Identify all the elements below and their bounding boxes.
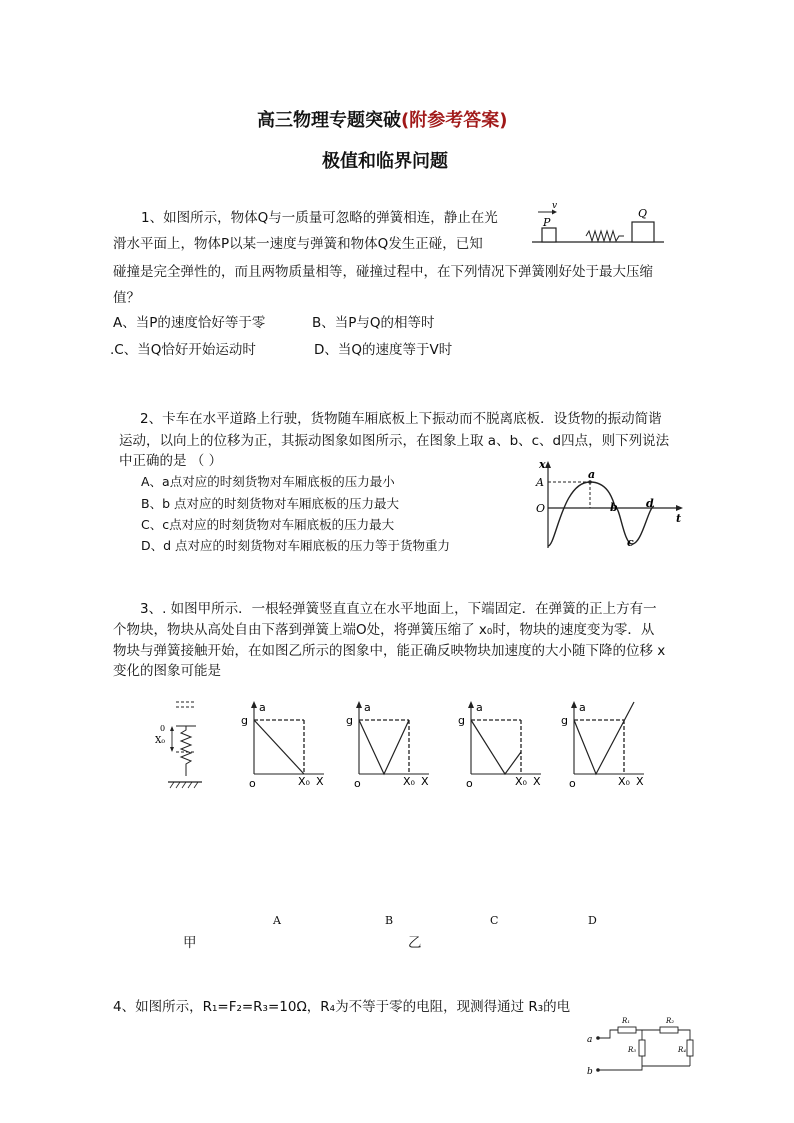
axis-a-arrowhead xyxy=(571,701,577,708)
page-title xyxy=(257,106,507,132)
label-a: a xyxy=(476,701,483,714)
q2-vibration-graph xyxy=(532,456,692,556)
spring-coil xyxy=(586,231,624,241)
q1-option-a: A、当P的速度恰好等于零 xyxy=(113,315,266,331)
label-g: g xyxy=(458,714,465,727)
label-o: o xyxy=(249,777,256,790)
q1-option-c: .C、当Q恰好开始运动时 xyxy=(110,342,256,358)
curve xyxy=(471,720,521,774)
label-g: g xyxy=(561,714,568,727)
label-x0: X₀ xyxy=(515,775,527,788)
q2-option-b: B、b 点对应的时刻货物对车厢底板的压力最大 xyxy=(141,496,399,511)
wire-bottom xyxy=(598,1056,642,1070)
block-q-label: Q xyxy=(638,207,648,220)
q3-choice-d: D xyxy=(588,914,597,927)
q3-graph-a xyxy=(238,698,330,790)
point-a-label: a xyxy=(588,468,596,481)
label-a: a xyxy=(579,701,586,714)
q3-graph-b xyxy=(343,698,435,790)
r4-label: R₄ xyxy=(678,1046,687,1054)
point-d-label: d xyxy=(646,497,654,510)
axis-a-arrowhead xyxy=(356,701,362,708)
point-b-label: b xyxy=(610,501,618,514)
q2-line-2: 运动，以向上的位移为正，其振动图象如图所示，在图象上取 a、b、c、d四点，则下列说法 xyxy=(119,433,670,449)
page-subtitle: 极值和临界问题 xyxy=(322,151,448,172)
block-q xyxy=(632,222,654,242)
resistor-r1 xyxy=(618,1027,636,1033)
r2-label: R₂ xyxy=(666,1017,675,1025)
block-p-label: P xyxy=(543,216,551,229)
q3-line-4: 变化的图象可能是 xyxy=(113,663,221,679)
label-a: a xyxy=(364,701,371,714)
q1-line-3: 碰撞是完全弹性的，而且两物质量相等，碰撞过程中，在下列情况下弹簧刚好处于最大压缩 xyxy=(113,264,653,280)
q2-option-c: C、c点对应的时刻货物对车厢底板的压力最大 xyxy=(141,517,395,532)
q1-line-4: 值？ xyxy=(113,290,140,306)
resistor-r3 xyxy=(639,1040,645,1056)
axis-label-t: t xyxy=(676,512,682,525)
q3-line-3: 物块与弹簧接触开始，在如图乙所示的图象中，能正确反映物块加速度的大小随下降的位移 x xyxy=(113,643,666,659)
q1-option-b: B、当P与Q的相等时 xyxy=(312,315,435,331)
q1-line-1: 1、如图所示，物体Q与一质量可忽略的弹簧相连，静止在光 xyxy=(141,210,498,226)
q3-caption-jia: 甲 xyxy=(183,935,197,951)
axis-a-arrowhead xyxy=(251,701,257,708)
spring-x0-label: X₀ xyxy=(155,736,166,746)
q3-line-1: 3、. 如图甲所示．一根轻弹簧竖直直立在水平地面上，下端固定．在弹簧的正上方有一 xyxy=(140,601,657,617)
axis-label-o: O xyxy=(536,502,546,515)
q2-option-d: D、d 点对应的时刻货物对车厢底板的压力等于货物重力 xyxy=(141,538,451,553)
label-o: o xyxy=(466,777,473,790)
label-x: X xyxy=(421,775,429,788)
q1-option-d: D、当Q的速度等于V时 xyxy=(314,342,453,358)
label-a: a xyxy=(259,701,266,714)
block-p xyxy=(542,228,556,242)
q3-caption-yi: 乙 xyxy=(408,935,422,951)
wire-top-right xyxy=(678,1030,690,1040)
x0-arrowhead-bottom xyxy=(170,747,174,752)
q2-line-3: 中正确的是 （ ） xyxy=(119,453,223,469)
label-x: X xyxy=(636,775,644,788)
sine-curve xyxy=(548,482,654,546)
q1-collision-figure xyxy=(528,198,668,248)
q3-spring-figure xyxy=(152,694,208,790)
q1-line-2: 滑水平面上，物体P以某一速度与弹簧和物体Q发生正碰，已知 xyxy=(113,236,483,252)
q3-line-2: 个物块，物块从高处自由下落到弹簧上端O处，将弹簧压缩了 x₀时，物块的速度变为零．从 xyxy=(113,622,655,638)
q3-graph-d xyxy=(558,698,650,790)
curve xyxy=(359,720,409,774)
x0-arrowhead-top xyxy=(170,726,174,731)
r1-label: R₁ xyxy=(622,1017,631,1025)
terminal-b-label: b xyxy=(587,1067,593,1077)
q2-line-1: 2、卡车在水平道路上行驶，货物随车厢底板上下振动而不脱离底板．设货物的振动简谐 xyxy=(140,411,662,427)
resistor-r4 xyxy=(687,1040,693,1056)
curve xyxy=(254,720,304,774)
label-g: g xyxy=(346,714,353,727)
axis-a-arrowhead xyxy=(468,701,474,708)
wire-top-left xyxy=(598,1030,618,1038)
q3-choice-c: C xyxy=(490,914,499,927)
title-main: 高三物理专题突破 xyxy=(257,110,401,131)
q3-graph-c xyxy=(455,698,547,790)
spring-coil xyxy=(181,726,191,776)
axis-label-a: A xyxy=(536,476,544,489)
label-o: o xyxy=(354,777,361,790)
x-axis-arrowhead xyxy=(545,461,551,468)
q3-choice-b: B xyxy=(385,914,394,927)
velocity-label: v xyxy=(552,201,558,211)
ground-hatch xyxy=(170,782,198,788)
q4-line-1: 4、如图所示，R₁=F₂=R₃=10Ω，R₄为不等于零的电阻，现测得通过 R₃的电 xyxy=(113,999,571,1015)
q2-option-a: A、a点对应的时刻货物对车厢底板的压力最小 xyxy=(141,474,395,489)
title-accent: (附参考答案) xyxy=(401,110,508,131)
label-x0: X₀ xyxy=(298,775,310,788)
axis-label-x: x xyxy=(539,458,546,471)
spring-top-label: 0 xyxy=(160,724,166,733)
label-x0: X₀ xyxy=(403,775,415,788)
t-axis-arrowhead xyxy=(676,505,683,511)
q3-choice-a: A xyxy=(273,914,281,927)
r3-label: R₃ xyxy=(628,1046,637,1054)
terminal-a-label: a xyxy=(587,1035,593,1045)
label-x0: X₀ xyxy=(618,775,630,788)
q4-circuit-figure xyxy=(584,1008,702,1080)
resistor-r2 xyxy=(660,1027,678,1033)
label-x: X xyxy=(316,775,324,788)
label-o: o xyxy=(569,777,576,790)
label-x: X xyxy=(533,775,541,788)
label-g: g xyxy=(241,714,248,727)
point-c-label: c xyxy=(627,536,634,549)
